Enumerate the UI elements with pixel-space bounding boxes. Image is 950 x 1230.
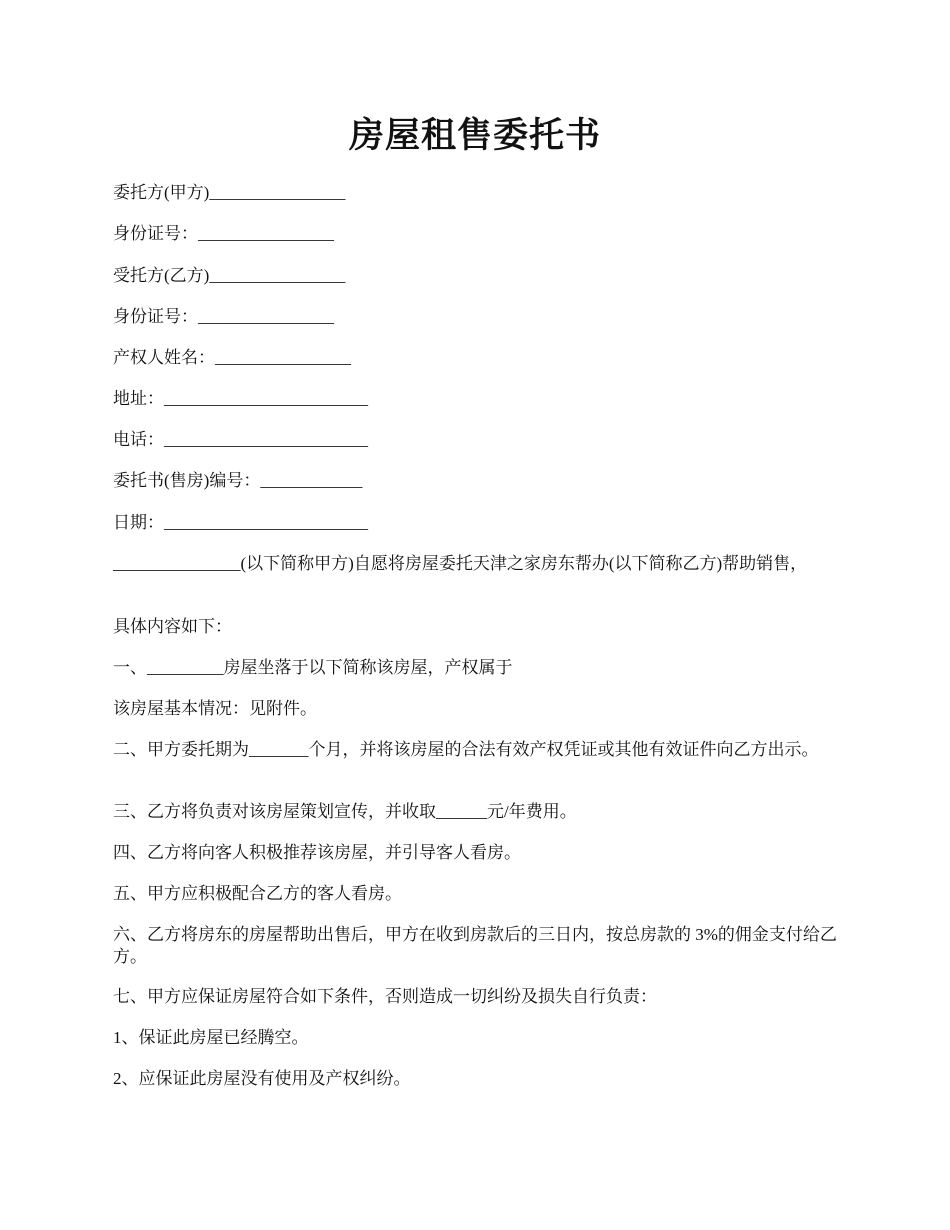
clause-4: 四、乙方将向客人积极推荐该房屋，并引导客人看房。 [113, 843, 521, 862]
agent-party-line: 受托方(乙方)________________ [113, 266, 346, 285]
clause-1: 一、_________房屋坐落于以下简称该房屋，产权属于 [113, 658, 513, 677]
intro-paragraph: _______________(以下简称甲方)自愿将房屋委托天津之家房东帮办(以下简称乙方)帮助销售， [113, 554, 808, 573]
clause-2: 二、甲方委托期为_______个月，并将该房屋的合法有效产权凭证或其他有效证件向乙方出示。 [113, 740, 819, 759]
principal-id-line: 身份证号：________________ [113, 224, 334, 243]
clause-6: 六、乙方将房东的房屋帮助出售后，甲方在收到房款后的三日内，按总房款的 3%的佣金支付给乙方。 [113, 925, 837, 966]
document-title: 房屋租售委托书 [348, 116, 601, 155]
content-heading: 具体内容如下： [113, 617, 232, 636]
condition-1: 1、保证此房屋已经腾空。 [113, 1028, 309, 1047]
contract-number-line: 委托书(售房)编号：____________ [113, 471, 363, 490]
phone-line: 电话：________________________ [113, 430, 368, 449]
clause-3: 三、乙方将负责对该房屋策划宣传，并收取______元/年费用。 [113, 802, 577, 821]
owner-name-line: 产权人姓名：________________ [113, 348, 351, 367]
property-info-line: 该房屋基本情况：见附件。 [113, 699, 317, 718]
clause-5: 五、甲方应积极配合乙方的客人看房。 [113, 884, 402, 903]
agent-id-line: 身份证号：________________ [113, 307, 334, 326]
condition-2: 2、应保证此房屋没有使用及产权纠纷。 [113, 1069, 411, 1088]
date-line: 日期：________________________ [113, 513, 368, 532]
address-line: 地址：________________________ [113, 389, 368, 408]
principal-party-line: 委托方(甲方)________________ [113, 183, 346, 202]
clause-7: 七、甲方应保证房屋符合如下条件，否则造成一切纠纷及损失自行负责： [113, 987, 657, 1006]
